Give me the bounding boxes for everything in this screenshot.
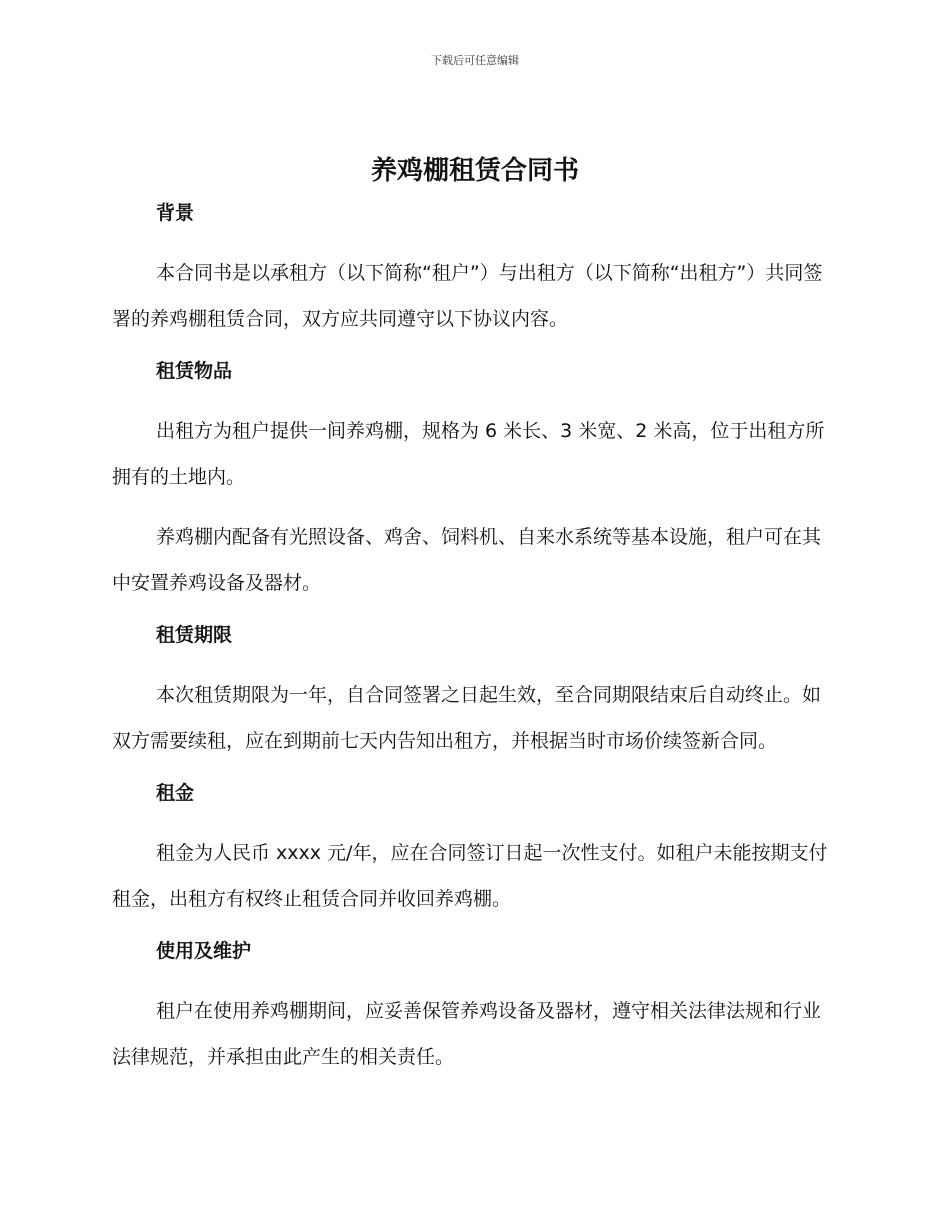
section-lease-term	[112, 620, 832, 764]
document-title: 养鸡棚租赁合同书	[370, 156, 579, 186]
paragraph: 本合同书是以承租方（以下简称“租户”）与出租方（以下简称“出租方”）共同签署的养鸡棚租赁合同，双方应共同遵守以下协议内容。	[112, 262, 823, 330]
section-heading: 租赁期限	[156, 624, 233, 646]
section-use-maintenance	[112, 936, 832, 1080]
paragraph: 本次租赁期限为一年，自合同签署之日起生效，至合同期限结束后自动终止。如双方需要续租，应在到期前七天内告知出租方，并根据当时市场价续签新合同。	[112, 684, 822, 752]
section-background	[112, 198, 832, 342]
section-leased-item	[112, 356, 832, 606]
paragraph: 养鸡棚内配备有光照设备、鸡舍、饲料机、自来水系统等基本设施，租户可在其中安置养鸡设备及器材。	[112, 526, 822, 594]
paragraph: 出租方为租户提供一间养鸡棚，规格为 6 米长、3 米宽、2 米高，位于出租方所拥有的土地内。	[112, 420, 825, 488]
document-body	[112, 198, 832, 1094]
paragraph: 租户在使用养鸡棚期间，应妥善保管养鸡设备及器材，遵守相关法律法规和行业法律规范，并承担由此产生的相关责任。	[112, 1000, 822, 1068]
page-header-note: 下载后可任意编辑	[431, 54, 519, 67]
section-rent	[112, 778, 832, 922]
section-heading: 背景	[156, 202, 195, 224]
section-heading: 使用及维护	[156, 940, 252, 962]
section-heading: 租金	[156, 782, 195, 804]
paragraph: 租金为人民币 xxxx 元/年，应在合同签订日起一次性支付。如租户未能按期支付租金，出租方有权终止租赁合同并收回养鸡棚。	[112, 842, 828, 910]
section-heading: 租赁物品	[156, 360, 233, 382]
